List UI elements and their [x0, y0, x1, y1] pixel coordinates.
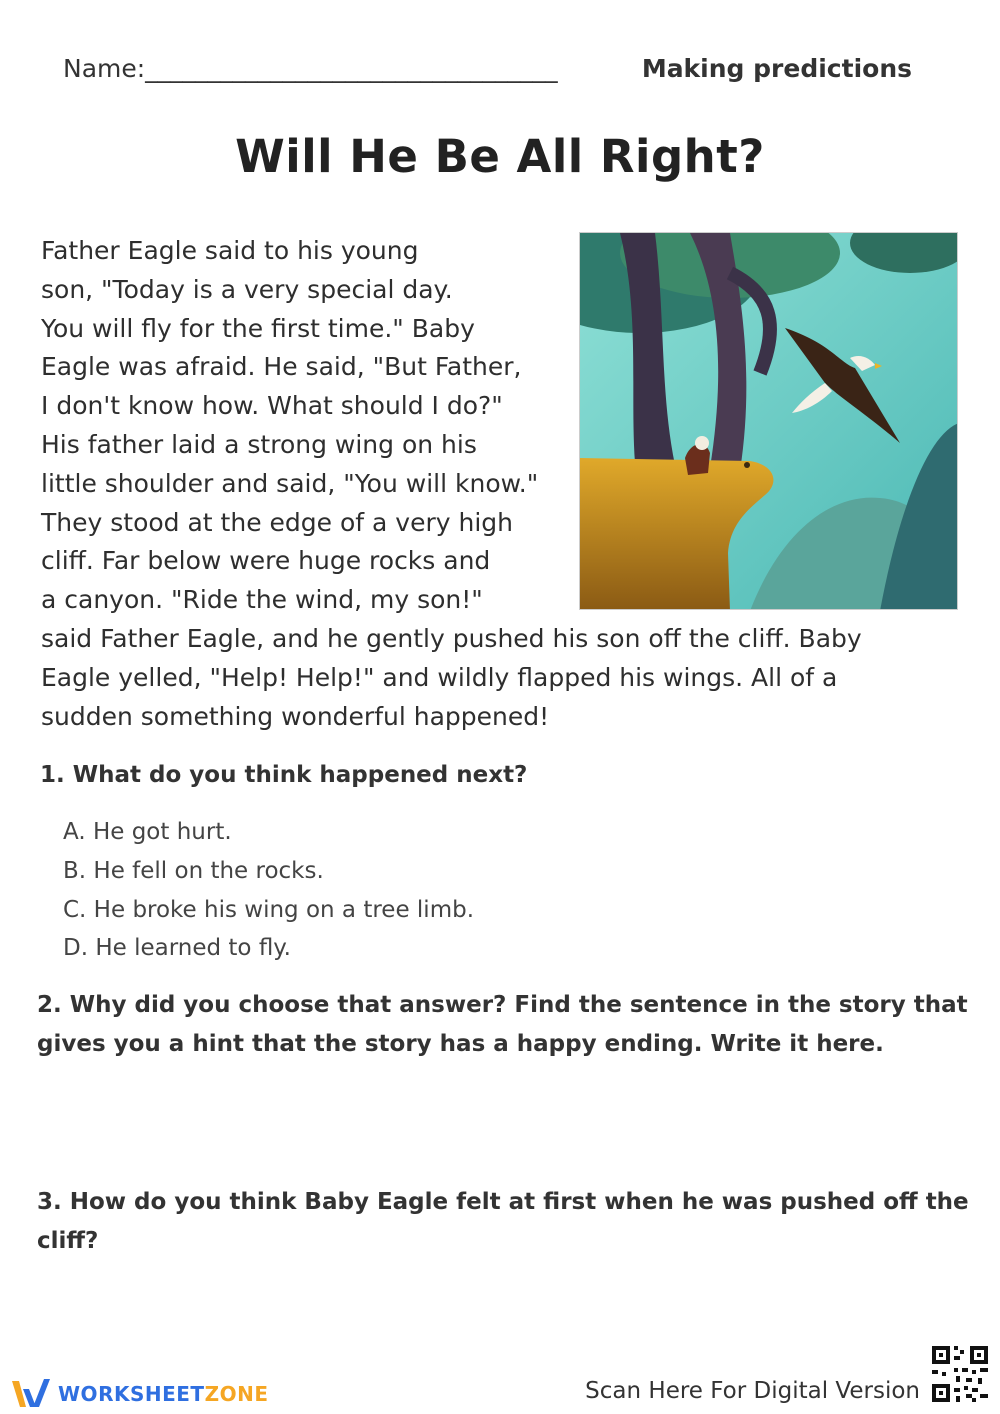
- logo-text-zone: ZONE: [204, 1382, 269, 1406]
- question-3-line: 3. How do you think Baby Eagle felt at first when he was pushed off the: [37, 1189, 969, 1215]
- story-line: sudden something wonderful happened!: [41, 701, 550, 731]
- name-field-label: Name:_________________________________: [63, 54, 558, 83]
- question-2-line: 2. Why did you choose that answer? Find the sentence in the story that: [37, 992, 968, 1018]
- story-line: Eagle yelled, "Help! Help!" and wildly flapped his wings. All of a: [41, 662, 838, 692]
- question-2-line: gives you a hint that the story has a happy ending. Write it here.: [37, 1031, 884, 1057]
- page-title: Will He Be All Right?: [235, 130, 765, 183]
- question-1-options: [63, 813, 474, 968]
- question-1-text: 1. What do you think happened next?: [40, 762, 528, 788]
- story-line: Eagle was afraid. He said, "But Father,: [41, 352, 522, 382]
- question-2: [37, 986, 967, 1064]
- story-line: You will fly for the first time." Baby: [41, 313, 475, 343]
- eagle-cliff-illustration: [579, 232, 958, 610]
- story-text-top: [41, 232, 571, 620]
- question-3-line: cliff?: [37, 1228, 99, 1254]
- story-line: cliff. Far below were huge rocks and: [41, 546, 491, 576]
- worksheetzone-logo[interactable]: [10, 1374, 268, 1414]
- option-a[interactable]: A. He got hurt.: [63, 819, 232, 845]
- logo-text-worksheet: WORKSHEET: [58, 1382, 205, 1406]
- story-line: They stood at the edge of a very high: [41, 507, 513, 537]
- qr-code-icon[interactable]: [928, 1342, 992, 1406]
- question-3: [37, 1183, 967, 1261]
- story-text-bottom: [41, 620, 961, 736]
- story-line: His father laid a strong wing on his: [41, 429, 477, 459]
- scan-here-label: Scan Here For Digital Version: [585, 1378, 920, 1404]
- option-b[interactable]: B. He fell on the rocks.: [63, 857, 324, 884]
- story-line: I don't know how. What should I do?": [41, 391, 503, 421]
- story-line: son, "Today is a very special day.: [41, 274, 453, 304]
- option-d[interactable]: D. He learned to fly.: [63, 935, 291, 962]
- story-line: a canyon. "Ride the wind, my son!": [41, 585, 483, 615]
- option-c[interactable]: C. He broke his wing on a tree limb.: [63, 896, 475, 923]
- story-line: Father Eagle said to his young: [41, 236, 419, 265]
- worksheet-subject: Making predictions: [641, 54, 912, 83]
- story-line: said Father Eagle, and he gently pushed his son off the cliff. Baby: [41, 624, 862, 653]
- story-line: little shoulder and said, "You will know.": [41, 468, 539, 498]
- w-logo-icon: [10, 1377, 52, 1411]
- logo-text: [58, 1382, 268, 1406]
- question-1: [40, 756, 527, 795]
